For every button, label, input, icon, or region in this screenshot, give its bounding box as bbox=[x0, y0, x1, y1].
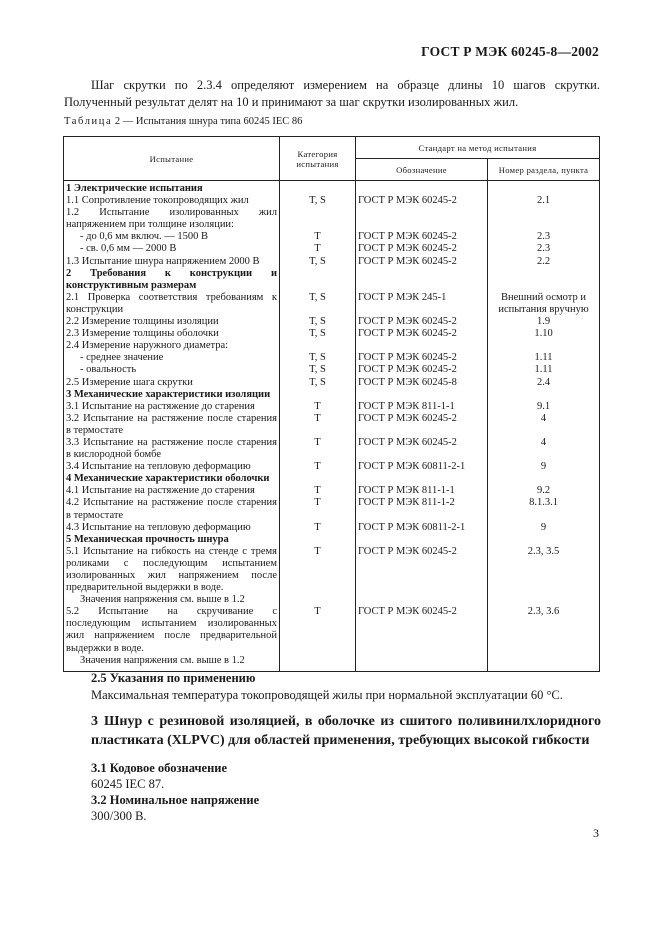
table-row bbox=[64, 328, 600, 340]
table-row bbox=[64, 437, 600, 461]
test-name: 3.2 Испытание на растяжение после старения в термостате bbox=[64, 413, 280, 437]
table-row bbox=[64, 485, 600, 497]
section-2-5-text: Максимальная температура токопроводящей жилы при нормальной эксплуатации 60 °С. bbox=[91, 688, 563, 702]
test-section bbox=[488, 181, 600, 196]
test-section: 4 bbox=[488, 413, 600, 437]
test-name: - овальность bbox=[80, 364, 137, 376]
test-name: - среднее значение bbox=[80, 352, 164, 364]
test-section bbox=[488, 594, 600, 606]
table-row bbox=[64, 231, 600, 243]
test-name: 2.1 Проверка соответствия требованиям к конструкции bbox=[64, 292, 280, 316]
test-category: T bbox=[280, 231, 356, 243]
test-designation: ГОСТ Р МЭК 60245-2 bbox=[356, 316, 488, 328]
table-row bbox=[64, 413, 600, 437]
test-category: T bbox=[280, 522, 356, 534]
page-number: 3 bbox=[593, 826, 599, 840]
test-category bbox=[280, 181, 356, 196]
test-name: 3.1 Испытание на растяжение до старения bbox=[64, 401, 280, 413]
test-name: 1 Электрические испытания bbox=[64, 181, 280, 196]
test-section: 1.9 bbox=[488, 316, 600, 328]
test-designation bbox=[356, 594, 488, 606]
header-category: Категория испытания bbox=[280, 137, 356, 181]
table-row bbox=[64, 268, 600, 292]
test-category: T bbox=[280, 606, 356, 654]
table-row bbox=[64, 340, 600, 352]
test-section: 2.2 bbox=[488, 256, 600, 268]
section-3-heading bbox=[91, 712, 601, 750]
test-designation: ГОСТ Р МЭК 60245-2 bbox=[356, 437, 488, 461]
test-category: T bbox=[280, 497, 356, 521]
test-section: 2.3, 3.5 bbox=[488, 546, 600, 594]
test-designation bbox=[356, 207, 488, 231]
test-designation: ГОСТ Р МЭК 60245-8 bbox=[356, 377, 488, 389]
subsection-3-2-title: 3.2 Номинальное напряжение bbox=[91, 793, 260, 807]
test-category: T, S bbox=[280, 256, 356, 268]
table-row bbox=[64, 352, 600, 364]
test-name: 4.2 Испытание на растяжение после старения в термостате bbox=[64, 497, 280, 521]
test-section: 1.10 bbox=[488, 328, 600, 340]
test-section: 4 bbox=[488, 437, 600, 461]
standard-header: ГОСТ Р МЭК 60245-8—2002 bbox=[421, 44, 599, 59]
test-section: 8.1.3.1 bbox=[488, 497, 600, 521]
test-category: T bbox=[280, 546, 356, 594]
test-name: 3 Механические характеристики изоляции bbox=[64, 389, 280, 401]
test-category: T bbox=[280, 401, 356, 413]
test-section: 2.3 bbox=[488, 243, 600, 255]
test-section: 9 bbox=[488, 522, 600, 534]
test-designation bbox=[356, 340, 488, 352]
table-caption bbox=[64, 116, 302, 127]
table-row bbox=[64, 461, 600, 473]
test-category: T, S bbox=[280, 377, 356, 389]
test-designation: ГОСТ Р МЭК 60245-2 bbox=[356, 195, 488, 207]
test-name: Значения напряжения см. выше в 1.2 bbox=[80, 654, 245, 666]
table-row bbox=[64, 316, 600, 328]
subsection-3-1-title: 3.1 Кодовое обозначение bbox=[91, 761, 228, 775]
table-row bbox=[64, 364, 600, 376]
table-row bbox=[64, 181, 600, 196]
test-section: 1.11 bbox=[488, 364, 600, 376]
table-row bbox=[64, 534, 600, 546]
table-row bbox=[64, 522, 600, 534]
test-name: Значения напряжения см. выше в 1.2 bbox=[80, 594, 245, 606]
test-name: 4.1 Испытание на растяжение до старения bbox=[64, 485, 280, 497]
test-section: 1.11 bbox=[488, 352, 600, 364]
table-row bbox=[64, 606, 600, 654]
table-row bbox=[64, 256, 600, 268]
test-name: 5.1 Испытание на гибкость на стенде с тремя роликами с последующим испытанием изолированных жил напряжением после предварительной выдержки в воде. bbox=[64, 546, 280, 594]
test-category bbox=[280, 268, 356, 292]
table-row bbox=[64, 655, 600, 672]
test-name: 1.2 Испытание изолированных жил напряжением при толщине изоляции: bbox=[64, 207, 280, 231]
test-category: T, S bbox=[280, 195, 356, 207]
test-category: T, S bbox=[280, 364, 356, 376]
test-name: 4.3 Испытание на тепловую деформацию bbox=[64, 522, 280, 534]
test-designation: ГОСТ Р МЭК 60245-2 bbox=[356, 413, 488, 437]
test-category: T bbox=[280, 461, 356, 473]
section-2-5 bbox=[91, 670, 611, 704]
test-category bbox=[280, 534, 356, 546]
test-section bbox=[488, 534, 600, 546]
test-designation: ГОСТ Р МЭК 60245-2 bbox=[356, 352, 488, 364]
test-category: T, S bbox=[280, 328, 356, 340]
header-standard: Стандарт на метод испытания bbox=[356, 137, 600, 159]
test-name: 1.1 Сопротивление токопроводящих жил bbox=[64, 195, 280, 207]
test-designation: ГОСТ Р МЭК 60245-2 bbox=[356, 546, 488, 594]
test-category bbox=[280, 340, 356, 352]
test-designation bbox=[356, 655, 488, 672]
test-section bbox=[488, 473, 600, 485]
test-name: 2.2 Измерение толщины изоляции bbox=[64, 316, 280, 328]
table-row bbox=[64, 594, 600, 606]
intro-paragraph: Шаг скрутки по 2.3.4 определяют измерением на образце длины 10 шагов скрутки. Полученный результат делят на 10 и принимают за шаг скрутки изолированных жил. bbox=[64, 78, 600, 109]
table-row bbox=[64, 546, 600, 594]
test-designation bbox=[356, 268, 488, 292]
test-section: 2.4 bbox=[488, 377, 600, 389]
test-category: T, S bbox=[280, 352, 356, 364]
table-caption-prefix: Таблица bbox=[64, 116, 113, 127]
test-designation: ГОСТ Р МЭК 60245-2 bbox=[356, 256, 488, 268]
subsection-3-2-text: 300/300 В. bbox=[91, 809, 147, 823]
test-section bbox=[488, 389, 600, 401]
test-category bbox=[280, 655, 356, 672]
test-category: T bbox=[280, 437, 356, 461]
test-designation bbox=[356, 534, 488, 546]
test-category: T, S bbox=[280, 316, 356, 328]
test-designation bbox=[356, 181, 488, 196]
test-name: 2.3 Измерение толщины оболочки bbox=[64, 328, 280, 340]
header-designation: Обозначение bbox=[356, 159, 488, 181]
table-row bbox=[64, 497, 600, 521]
test-designation: ГОСТ Р МЭК 811-1-1 bbox=[356, 401, 488, 413]
table-row bbox=[64, 389, 600, 401]
test-section: 2.3, 3.6 bbox=[488, 606, 600, 654]
test-name: 2 Требования к конструкции и конструктивным размерам bbox=[64, 268, 280, 292]
test-section bbox=[488, 340, 600, 352]
table-row bbox=[64, 207, 600, 231]
section-2-5-title: 2.5 Указания по применению bbox=[91, 671, 256, 685]
test-name: - св. 0,6 мм — 2000 В bbox=[80, 243, 177, 255]
test-name: 5 Механическая прочность шнура bbox=[64, 534, 280, 546]
test-name: 2.4 Измерение наружного диаметра: bbox=[64, 340, 280, 352]
test-designation: ГОСТ Р МЭК 811-1-1 bbox=[356, 485, 488, 497]
test-category bbox=[280, 473, 356, 485]
header-section: Номер раздела, пункта bbox=[488, 159, 600, 181]
test-designation: ГОСТ Р МЭК 245-1 bbox=[356, 292, 488, 316]
test-name: 2.5 Измерение шага скрутки bbox=[64, 377, 280, 389]
test-section: 2.1 bbox=[488, 195, 600, 207]
test-designation: ГОСТ Р МЭК 60811-2-1 bbox=[356, 461, 488, 473]
test-name: 4 Механические характеристики оболочки bbox=[64, 473, 280, 485]
test-category: T bbox=[280, 413, 356, 437]
subsection-3-1-text: 60245 IEC 87. bbox=[91, 777, 165, 791]
test-section bbox=[488, 268, 600, 292]
test-category bbox=[280, 389, 356, 401]
table-row bbox=[64, 377, 600, 389]
test-category bbox=[280, 594, 356, 606]
test-section bbox=[488, 207, 600, 231]
test-name: 5.2 Испытание на скручивание с последующим испытанием изолированных жил напряжением после предварительной выдержки в воде. bbox=[64, 606, 280, 654]
test-category bbox=[280, 207, 356, 231]
section-3-body bbox=[91, 760, 259, 824]
test-section: 9 bbox=[488, 461, 600, 473]
table-row bbox=[64, 473, 600, 485]
test-designation: ГОСТ Р МЭК 60245-2 bbox=[356, 606, 488, 654]
header-test: Испытание bbox=[64, 137, 280, 181]
test-designation: ГОСТ Р МЭК 60245-2 bbox=[356, 328, 488, 340]
section-3-title: Шнур с резиновой изоляцией, в оболочке из сшитого поливинилхлоридного пластиката (XLPVC) для областей применения, требующих высокой гибкости bbox=[91, 714, 601, 748]
test-category: T, S bbox=[280, 292, 356, 316]
test-section: 9.2 bbox=[488, 485, 600, 497]
test-name: 3.3 Испытание на растяжение после старения в кислородной бомбе bbox=[64, 437, 280, 461]
tests-table bbox=[63, 136, 600, 672]
test-name: 3.4 Испытание на тепловую деформацию bbox=[64, 461, 280, 473]
test-category: T bbox=[280, 485, 356, 497]
test-section bbox=[488, 655, 600, 672]
test-designation: ГОСТ Р МЭК 60245-2 bbox=[356, 364, 488, 376]
table-caption-text: 2 — Испытания шнура типа 60245 IEC 86 bbox=[112, 116, 303, 127]
test-category: T bbox=[280, 243, 356, 255]
test-section: 9.1 bbox=[488, 401, 600, 413]
table-row bbox=[64, 195, 600, 207]
test-section: Внешний осмотр и испытания вручную bbox=[488, 292, 600, 316]
table-row bbox=[64, 401, 600, 413]
test-designation bbox=[356, 389, 488, 401]
test-name: - до 0,6 мм включ. — 1500 В bbox=[80, 231, 209, 243]
test-designation: ГОСТ Р МЭК 811-1-2 bbox=[356, 497, 488, 521]
table-row bbox=[64, 292, 600, 316]
section-3-number: 3 bbox=[91, 714, 98, 729]
test-designation bbox=[356, 473, 488, 485]
test-designation: ГОСТ Р МЭК 60245-2 bbox=[356, 231, 488, 243]
test-designation: ГОСТ Р МЭК 60811-2-1 bbox=[356, 522, 488, 534]
table-row bbox=[64, 243, 600, 255]
test-designation: ГОСТ Р МЭК 60245-2 bbox=[356, 243, 488, 255]
test-section: 2.3 bbox=[488, 231, 600, 243]
test-name: 1.3 Испытание шнура напряжением 2000 В bbox=[64, 256, 280, 268]
